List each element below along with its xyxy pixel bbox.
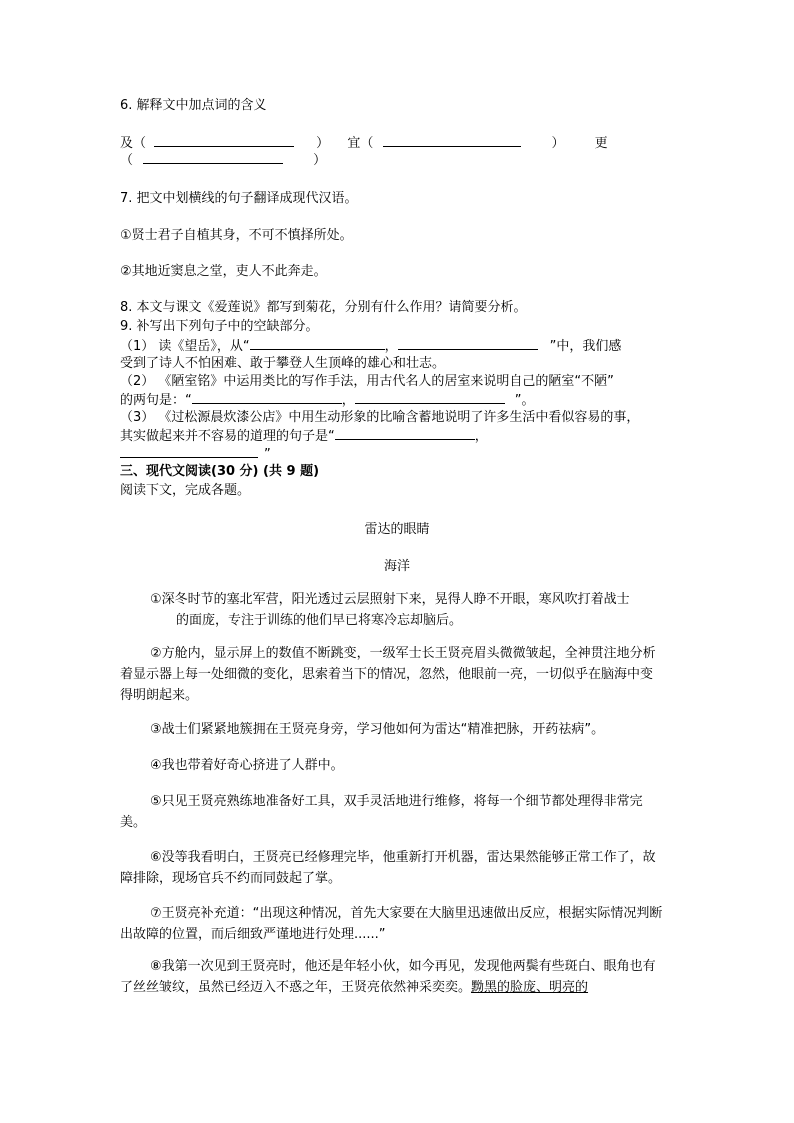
q9-blank-1[interactable] — [250, 337, 385, 350]
q9-l6-text: 其实做起来并不容易的道理的句子是“ — [120, 429, 335, 444]
q6-label-geng: 更 — [594, 136, 608, 151]
article-paragraph-4: ④我也带着好奇心挤进了人群中。 — [150, 758, 344, 773]
q9-line-6 — [120, 427, 488, 445]
q9-blank-6[interactable] — [120, 445, 258, 458]
q9-l1-comma: ， — [384, 339, 398, 354]
p8-underlined: 黝黑的脸庞、明亮的 — [471, 980, 589, 995]
q9-blank-4[interactable] — [355, 391, 505, 404]
p1-line-2: 的面庞，专注于训练的他们早已将寒冷忘却脑后。 — [176, 613, 463, 628]
q6-label-ji: 及（ — [120, 136, 147, 151]
q6-blank-2[interactable] — [383, 134, 521, 147]
q9-blank-3[interactable] — [192, 391, 342, 404]
section3-heading: 三、现代文阅读(30 分) (共 9 题) — [120, 464, 320, 479]
q9-line-2: 受到了诗人不怕困难、敢于攀登人生顶峰的雄心和壮志。 — [120, 356, 446, 371]
q9-l4-tail: ”。 — [514, 393, 535, 408]
q9-l6-comma: ， — [474, 429, 488, 444]
q9-line-4 — [120, 391, 535, 409]
q9-line-5: （3） 《过松源晨炊漆公店》中用生动形象的比喻含蓄地说明了许多生活中看似容易的事， — [120, 410, 640, 425]
q9-title: 9. 补写出下列句子中的空缺部分。 — [120, 319, 319, 334]
p8-text: ⑧我第一次见到王贤亮时，他还是年轻小伙，如今再见，发现他两鬓有些斑白、眼角也有了丝丝皱纹，虽然已经迈入不惑之年，王贤亮依然神采奕奕。 — [120, 959, 656, 995]
q9-line-1 — [120, 337, 621, 355]
article-paragraph-1 — [120, 589, 665, 631]
q6-row1 — [120, 134, 608, 152]
q9-blank-2[interactable] — [398, 337, 538, 350]
q9-l7-tail: ” — [264, 447, 271, 462]
q8-title: 8. 本文与课文《爱莲说》都写到菊花，分别有什么作用？请简要分析。 — [120, 300, 527, 315]
article-paragraph-6: ⑥没等我看明白，王贤亮已经修理完毕，他重新打开机器，雷达果然能够正常工作了，故障排除，现场官兵不约而同鼓起了掌。 — [120, 850, 656, 886]
q9-blank-5[interactable] — [335, 427, 475, 440]
q9-line-7 — [120, 445, 271, 463]
section3-instruction: 阅读下文，完成各题。 — [120, 483, 251, 498]
article-title: 雷达的眼睛 — [364, 522, 430, 537]
q6-paren-2: ） — [551, 136, 565, 151]
q6-title: 6. 解释文中加点词的含义 — [120, 98, 267, 113]
q6-blank-3[interactable] — [143, 151, 283, 164]
article-paragraph-3: ③战士们紧紧地簇拥在王贤亮身旁，学习他如何为雷达“精准把脉，开药祛病”。 — [150, 722, 605, 737]
q9-l1-text: （1） 读《望岳》，从“ — [120, 339, 250, 354]
q7-title: 7. 把文中划横线的句子翻译成现代汉语。 — [120, 191, 358, 206]
article-paragraph-7: ⑦王贤亮补充道：“出现这种情况，首先大家要在大脑里迅速做出反应，根据实际情况判断出故障的位置，而后细致严谨地进行处理......” — [120, 906, 663, 942]
q9-line-3: （2） 《陋室铭》中运用类比的写作手法，用古代名人的居室来说明自己的陋室“不陋” — [120, 374, 614, 389]
q7-sentence-2: ②其地近窦息之堂，吏人不此奔走。 — [120, 264, 327, 279]
q6-paren-4: ） — [313, 153, 327, 168]
article-paragraph-8 — [120, 956, 665, 998]
q9-l1-tail: ”中，我们感 — [549, 339, 622, 354]
q6-label-yi: 宜（ — [347, 136, 374, 151]
q7-sentence-1: ①贤士君子自植其身，不可不慎择所处。 — [120, 228, 353, 243]
article-paragraph-2: ②方舱内，显示屏上的数值不断跳变，一级军士长王贤亮眉头微微皱起，全神贯注地分析着显示器上每一处细微的变化，思索着当下的情况，忽然，他眼前一亮，一切似乎在脑海中变得明朗起来。 — [120, 646, 656, 703]
q6-paren-3: （ — [120, 153, 134, 168]
q9-l4-text: 的两句是：“ — [120, 393, 192, 408]
article-author: 海洋 — [383, 559, 410, 574]
q9-l4-comma: ， — [341, 393, 355, 408]
q6-row2 — [120, 151, 326, 169]
p1-line-1: ①深冬时节的塞北军营，阳光透过云层照射下来，晃得人睁不开眼，寒风吹打着战士 — [150, 592, 630, 607]
article-paragraph-5: ⑤只见王贤亮熟练地准备好工具，双手灵活地进行维修，将每一个细节都处理得非常完美。 — [120, 794, 643, 830]
q6-blank-1[interactable] — [154, 134, 294, 147]
q6-paren-1: ） — [316, 136, 330, 151]
